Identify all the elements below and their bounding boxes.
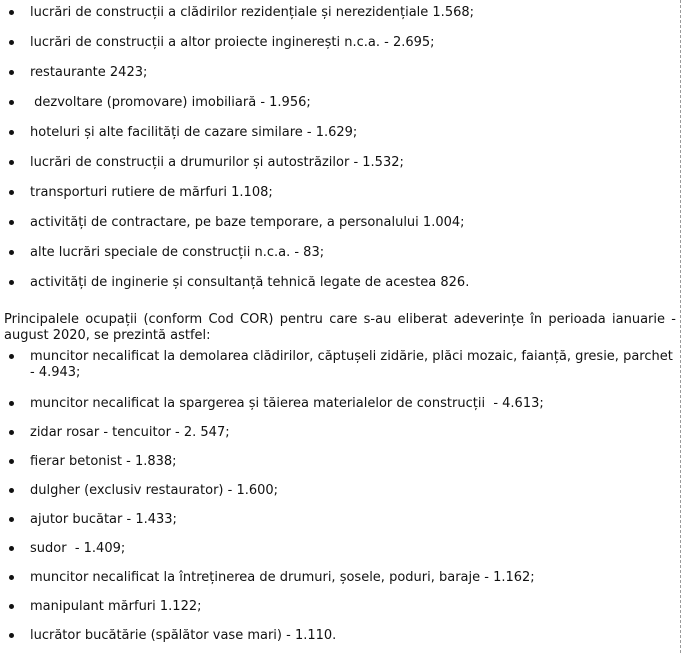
page-border	[680, 0, 681, 653]
list-item	[0, 512, 674, 528]
list-item-text: fierar betonist - 1.838;	[30, 454, 177, 469]
occupations-list	[0, 349, 674, 657]
bullet-icon	[9, 190, 14, 195]
list-item-text: transporturi rutiere de mărfuri 1.108;	[30, 185, 273, 200]
list-item	[0, 349, 674, 381]
list-item-text: activități de inginerie și consultanță tehnică legate de acestea 826.	[30, 275, 470, 290]
list-item	[0, 125, 674, 155]
list-item-text: hoteluri și alte facilități de cazare similare - 1.629;	[30, 125, 358, 140]
list-item	[0, 454, 674, 470]
bullet-icon	[9, 280, 14, 285]
list-item-text: lucrări de construcții a altor proiecte inginerești n.c.a. - 2.695;	[30, 35, 435, 50]
list-item	[0, 245, 674, 275]
list-item-text: restaurante 2423;	[30, 65, 148, 80]
list-item	[0, 628, 674, 644]
bullet-icon	[9, 517, 14, 522]
list-item	[0, 483, 674, 499]
list-item-text: manipulant mărfuri 1.122;	[30, 599, 202, 614]
list-item-text: alte lucrări speciale de construcții n.c.a. - 83;	[30, 245, 325, 260]
list-item	[0, 95, 674, 125]
bullet-icon	[9, 546, 14, 551]
list-item-text: muncitor necalificat la întreținerea de drumuri, șosele, poduri, baraje - 1.162;	[30, 570, 535, 585]
list-item	[0, 65, 674, 95]
bullet-icon	[9, 220, 14, 225]
list-item-text: lucrător bucătărie (spălător vase mari) - 1.110.	[30, 628, 337, 643]
list-item	[0, 185, 674, 215]
list-item	[0, 35, 674, 65]
list-item	[0, 541, 674, 557]
bullet-icon	[9, 459, 14, 464]
activities-list	[0, 5, 674, 305]
bullet-icon	[9, 250, 14, 255]
list-item-text: lucrări de construcții a clădirilor rezidențiale și nerezidențiale 1.568;	[30, 5, 475, 20]
list-item-text: muncitor necalificat la spargerea și tăierea materialelor de construcții - 4.613;	[30, 396, 544, 411]
list-item	[0, 570, 674, 586]
bullet-icon	[9, 10, 14, 15]
list-item-text: zidar rosar - tencuitor - 2. 547;	[30, 425, 230, 440]
bullet-icon	[9, 40, 14, 45]
occupations-intro-paragraph: Principalele ocupații (conform Cod COR) pentru care s-au eliberat adeverințe în perioada ianuarie - august 2020, se prezintă astfel:	[4, 312, 676, 343]
list-item	[0, 396, 674, 412]
bullet-icon	[9, 488, 14, 493]
list-item-text: activități de contractare, pe baze temporare, a personalului 1.004;	[30, 215, 465, 230]
list-item	[0, 425, 674, 441]
bullet-icon	[9, 160, 14, 165]
list-item	[0, 599, 674, 615]
list-item	[0, 155, 674, 185]
list-item-text: lucrări de construcții a drumurilor și autostrăzilor - 1.532;	[30, 155, 404, 170]
list-item-text: dezvoltare (promovare) imobiliară - 1.956;	[30, 95, 311, 110]
list-item-text: sudor - 1.409;	[30, 541, 126, 556]
bullet-icon	[9, 575, 14, 580]
bullet-icon	[9, 354, 14, 359]
list-item-text: dulgher (exclusiv restaurator) - 1.600;	[30, 483, 279, 498]
list-item	[0, 215, 674, 245]
bullet-icon	[9, 100, 14, 105]
bullet-icon	[9, 430, 14, 435]
bullet-icon	[9, 130, 14, 135]
list-item	[0, 5, 674, 35]
bullet-icon	[9, 604, 14, 609]
bullet-icon	[9, 633, 14, 638]
list-item-text: muncitor necalificat la demolarea clădirilor, căptușeli zidărie, plăci mozaic, faianță, gresie, parchet - 4.943;	[30, 349, 673, 380]
bullet-icon	[9, 401, 14, 406]
bullet-icon	[9, 70, 14, 75]
list-item	[0, 275, 674, 305]
list-item-text: ajutor bucătar - 1.433;	[30, 512, 177, 527]
